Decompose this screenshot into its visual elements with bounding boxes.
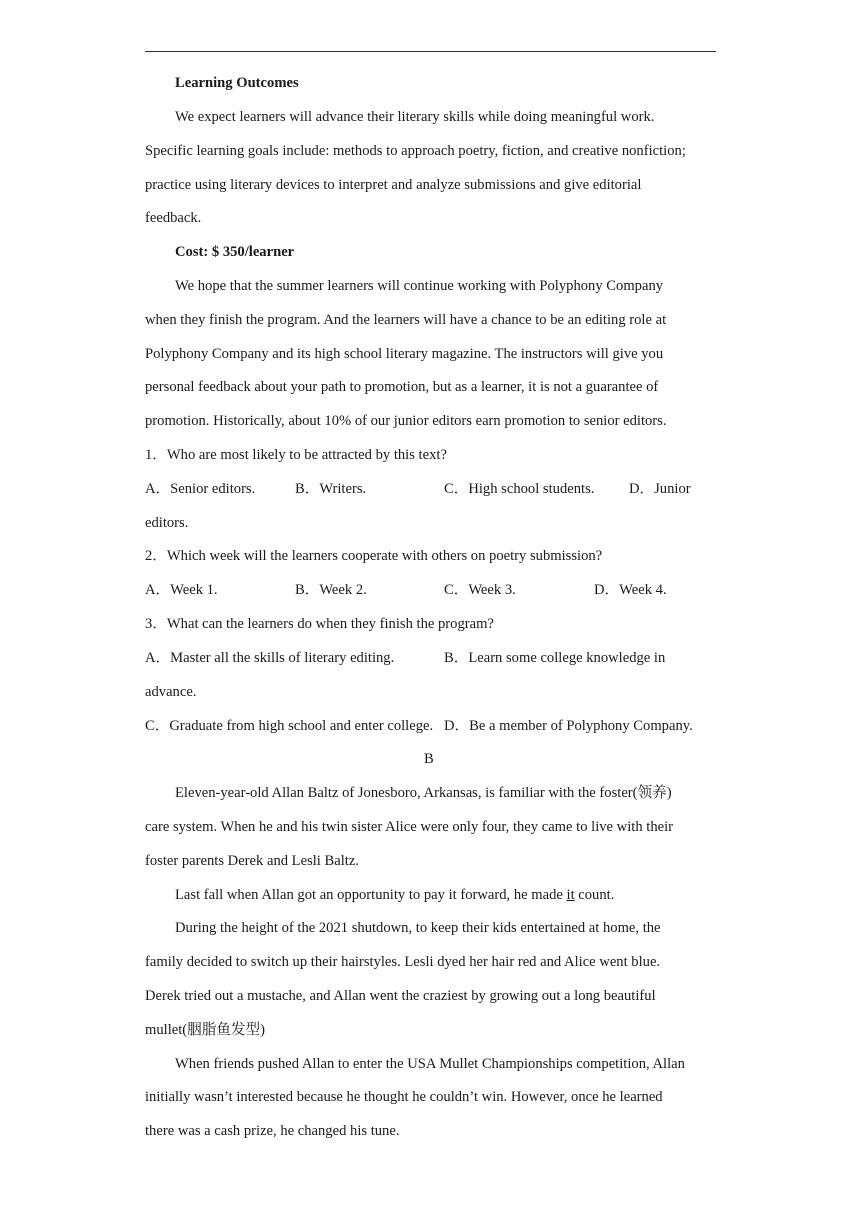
learning-outcomes-line: practice using literary devices to interpret and analyze submissions and give editorial bbox=[145, 177, 642, 193]
cost-heading: Cost: $ 350/learner bbox=[175, 244, 295, 260]
section-b-paragraph-3-line: During the height of the 2021 shutdown, to keep their kids entertained at home, the bbox=[175, 920, 661, 936]
question-3-option-d: D．Be a member of Polyphony Company. bbox=[444, 718, 693, 734]
question-3-option-b-continued: advance. bbox=[145, 684, 197, 700]
question-1-option-b: B．Writers. bbox=[295, 481, 367, 497]
section-b-paragraph-1-line: care system. When he and his twin sister Alice were only four, they came to live with their bbox=[145, 819, 674, 835]
section-b-paragraph-2 bbox=[175, 885, 614, 905]
learning-outcomes-heading: Learning Outcomes bbox=[175, 75, 299, 91]
question-2-option-d: D．Week 4. bbox=[594, 582, 667, 598]
section-b-paragraph-3-line: mullet(胭脂鱼发型) bbox=[145, 1022, 265, 1038]
section-b-paragraph-4-line: there was a cash prize, he changed his tune. bbox=[145, 1123, 400, 1139]
question-1-option-c: C．High school students. bbox=[444, 481, 595, 497]
question-3-option-a: A．Master all the skills of literary editing. bbox=[145, 650, 395, 666]
section-b-paragraph-3-line: family decided to switch up their hairstyles. Lesli dyed her hair red and Alice went blue. bbox=[145, 954, 661, 970]
paragraph-2-text-after: count. bbox=[574, 887, 615, 903]
learning-outcomes-line: Specific learning goals include: methods to approach poetry, fiction, and creative nonfiction; bbox=[145, 143, 686, 159]
learning-outcomes-line: feedback. bbox=[145, 210, 202, 226]
cost-line: promotion. Historically, about 10% of our junior editors earn promotion to senior editors. bbox=[145, 413, 667, 429]
header-rule bbox=[145, 51, 716, 52]
question-2-stem: 2．Which week will the learners cooperate with others on poetry submission? bbox=[145, 548, 603, 564]
question-1-option-d: D．Junior bbox=[629, 481, 691, 497]
cost-line: personal feedback about your path to promotion, but as a learner, it is not a guarantee of bbox=[145, 379, 659, 395]
question-3-option-b: B．Learn some college knowledge in bbox=[444, 650, 666, 666]
question-3-stem: 3．What can the learners do when they finish the program? bbox=[145, 616, 494, 632]
question-1-option-d-continued: editors. bbox=[145, 515, 189, 531]
question-1-option-a: A．Senior editors. bbox=[145, 481, 256, 497]
section-b-paragraph-3-line: Derek tried out a mustache, and Allan went the craziest by growing out a long beautiful bbox=[145, 988, 656, 1004]
question-2-option-b: B．Week 2. bbox=[295, 582, 367, 598]
question-2-option-a: A．Week 1. bbox=[145, 582, 218, 598]
question-1-stem: 1．Who are most likely to be attracted by this text? bbox=[145, 447, 447, 463]
cost-line: We hope that the summer learners will continue working with Polyphony Company bbox=[175, 278, 664, 294]
underlined-word: it bbox=[566, 887, 575, 903]
paragraph-2-text-before: Last fall when Allan got an opportunity to pay it forward, he made bbox=[175, 887, 567, 903]
learning-outcomes-line: We expect learners will advance their literary skills while doing meaningful work. bbox=[175, 109, 655, 125]
section-b-paragraph-1-line: foster parents Derek and Lesli Baltz. bbox=[145, 853, 359, 869]
question-2-option-c: C．Week 3. bbox=[444, 582, 516, 598]
section-b-paragraph-4-line: initially wasn’t interested because he thought he couldn’t win. However, once he learned bbox=[145, 1089, 663, 1105]
cost-line: when they finish the program. And the learners will have a chance to be an editing role at bbox=[145, 312, 667, 328]
section-b-paragraph-1-line: Eleven-year-old Allan Baltz of Jonesboro, Arkansas, is familiar with the foster(领养) bbox=[175, 785, 672, 801]
section-b-label: B bbox=[424, 751, 434, 767]
question-3-option-c: C．Graduate from high school and enter college. bbox=[145, 718, 434, 734]
section-b-paragraph-4-line: When friends pushed Allan to enter the USA Mullet Championships competition, Allan bbox=[175, 1056, 685, 1072]
cost-line: Polyphony Company and its high school literary magazine. The instructors will give you bbox=[145, 346, 664, 362]
